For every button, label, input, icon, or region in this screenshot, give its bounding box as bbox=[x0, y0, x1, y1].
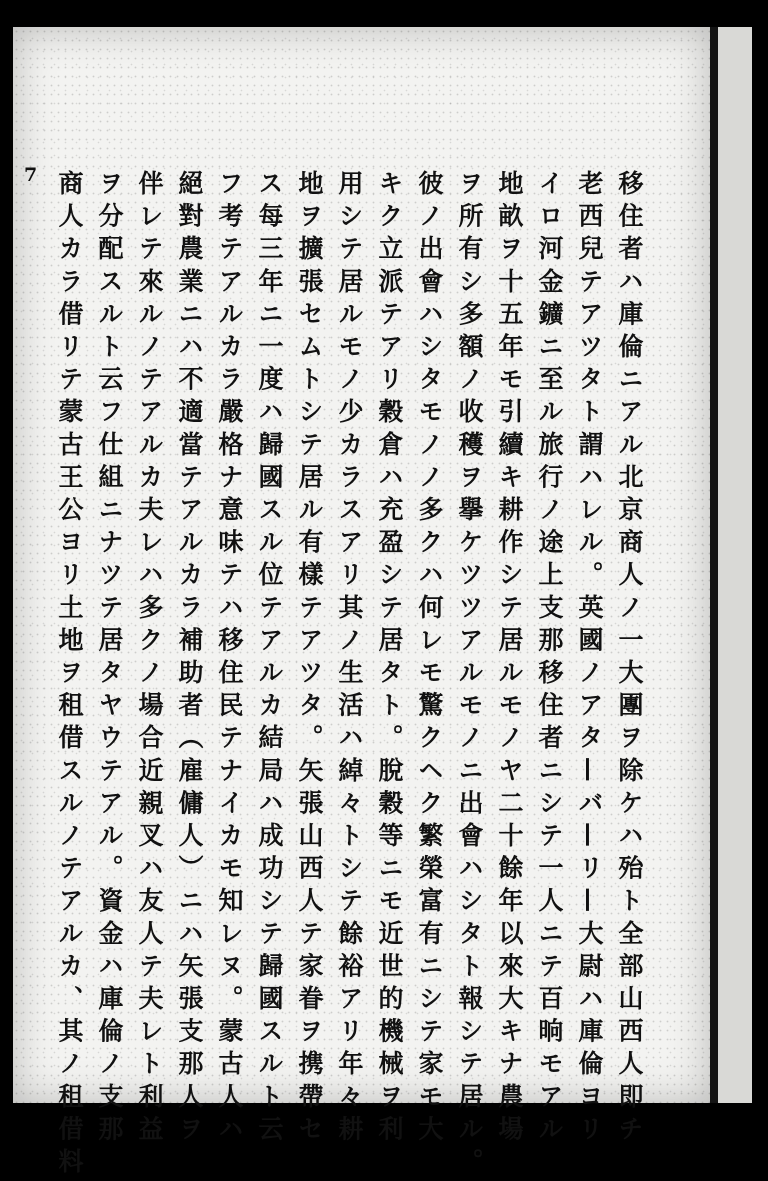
text-column: キク立派テアリ穀倉ハ充盈シテ居タト。脫穀等ニモ近世的機械ヲ利 bbox=[375, 170, 404, 1148]
text-column: 地ヲ擴張セムトシテ居ル有樣テアツタ。矢張山西人テ家眷ヲ携帶セ bbox=[295, 170, 324, 1148]
text-column: 地畝ヲ十五年モ引續キ耕作シテ居ルモノヤ二十餘年以來大キナ農場 bbox=[495, 170, 524, 1148]
book-gutter bbox=[710, 27, 718, 1103]
text-column: ス每三年ニ一度ハ歸國スル位テアルカ結局ハ成功シテ歸國スルト云 bbox=[255, 170, 284, 1148]
text-column: 彼ノ出會ハシタモノノ多クハ何レモ驚クヘク繁榮富有ニシテ家モ大 bbox=[415, 170, 444, 1148]
text-column: フ考テアルカラ嚴格ナ意味テハ移住民テナイカモ知レヌ。蒙古人ハ bbox=[215, 170, 244, 1148]
text-column: 用シテ居ルモノ少カラスアリ其ノ生活ハ綽々トシテ餘裕アリ年々耕 bbox=[335, 170, 364, 1148]
text-column: 絕對農業ニハ不適當テアルカラ補助者（雇傭人）ニハ矢張支那人ヲ bbox=[175, 170, 204, 1148]
text-column: ヲ所有シ多額ノ收穫ヲ擧ケツツアルモノニ出會ハシタト報シテ居ル。 bbox=[455, 170, 484, 1181]
text-column: 老西兒テアツタト謂ハレル。英國ノアタ—バ—リ—大尉ハ庫倫ヨリ bbox=[575, 170, 604, 1148]
text-column: 伴レテ來ルノテアルカ夫レハ多クノ場合近親叉ハ友人テ夫レト利益 bbox=[135, 170, 164, 1148]
text-column: イロ河金鑛ニ至ル旅行ノ途上支那移住者ニシテ一人ニテ百晌モアル bbox=[535, 170, 564, 1148]
page-number: 7 bbox=[24, 164, 38, 186]
adjacent-page-edge bbox=[718, 27, 752, 1103]
text-column: ヲ分配スルト云フ仕組ニナツテ居タヤウテアル。資金ハ庫倫ノ支那 bbox=[95, 170, 124, 1148]
text-column: 商人カラ借リテ蒙古王公ヨリ土地ヲ租借スルノテアルカ、其ノ租借料 bbox=[55, 170, 84, 1181]
text-column: 移住者ハ庫倫ニアル北京商人ノ一大團ヲ除ケハ殆ト全部山西人即チ bbox=[615, 170, 644, 1148]
